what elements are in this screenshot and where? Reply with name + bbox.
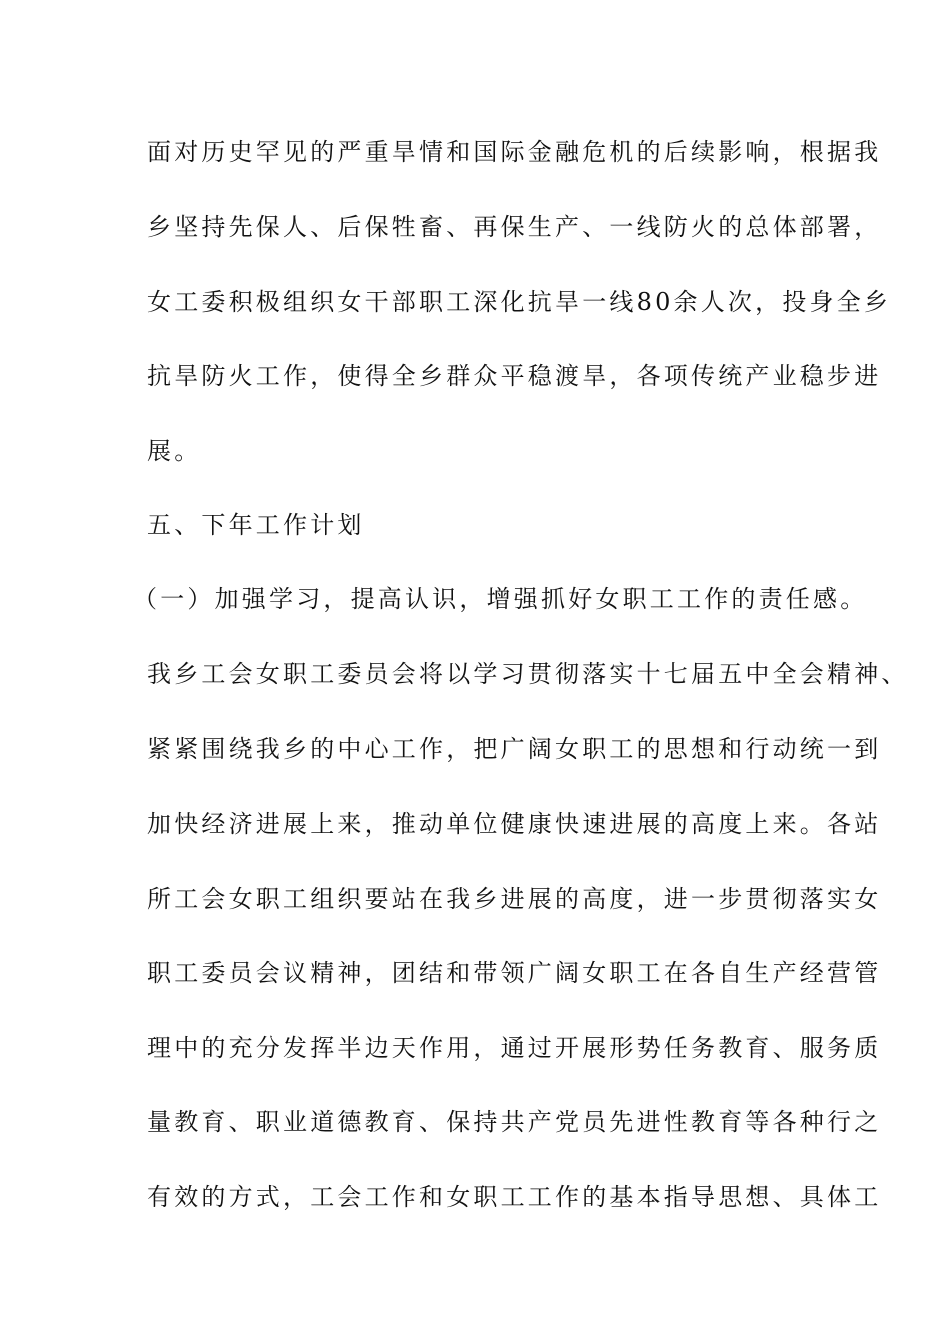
paragraph-line-2: 乡坚持先保人、后保牲畜、再保生产、一线防火的总体部署， xyxy=(147,213,882,241)
paragraph-line-3: 女工委积极组织女干部职工深化抗旱一线80余人次，投身全乡 xyxy=(147,288,892,316)
paragraph-line-14: 量教育、职业道德教育、保持共产党员先进性教育等各种行之 xyxy=(147,1108,882,1136)
paragraph-line-12: 职工委员会议精神，团结和带领广阔女职工在各自生产经营管 xyxy=(147,959,882,987)
paragraph-line-4: 抗旱防火工作，使得全乡群众平稳渡旱，各项传统产业稳步进 xyxy=(147,362,882,390)
paragraph-line-1: 面对历史罕见的严重旱情和国际金融危机的后续影响，根据我 xyxy=(147,138,882,166)
paragraph-line-10: 加快经济进展上来，推动单位健康快速进展的高度上来。各站 xyxy=(147,810,882,838)
paragraph-line-5: 展。 xyxy=(147,437,202,465)
paragraph-line-15: 有效的方式，工会工作和女职工工作的基本指导思想、具体工 xyxy=(147,1183,882,1211)
paragraph-line-8: 我乡工会女职工委员会将以学习贯彻落实十七届五中全会精神、 xyxy=(147,660,909,688)
subsection-heading: （一）加强学习，提高认识，增强抓好女职工工作的责任感。 xyxy=(133,585,868,613)
paragraph-line-9: 紧紧围绕我乡的中心工作，把广阔女职工的思想和行动统一到 xyxy=(147,735,882,763)
section-heading: 五、下年工作计划 xyxy=(147,511,365,539)
paragraph-line-13: 理中的充分发挥半边天作用，通过开展形势任务教育、服务质 xyxy=(147,1034,882,1062)
paragraph-line-11: 所工会女职工组织要站在我乡进展的高度，进一步贯彻落实女 xyxy=(147,885,882,913)
